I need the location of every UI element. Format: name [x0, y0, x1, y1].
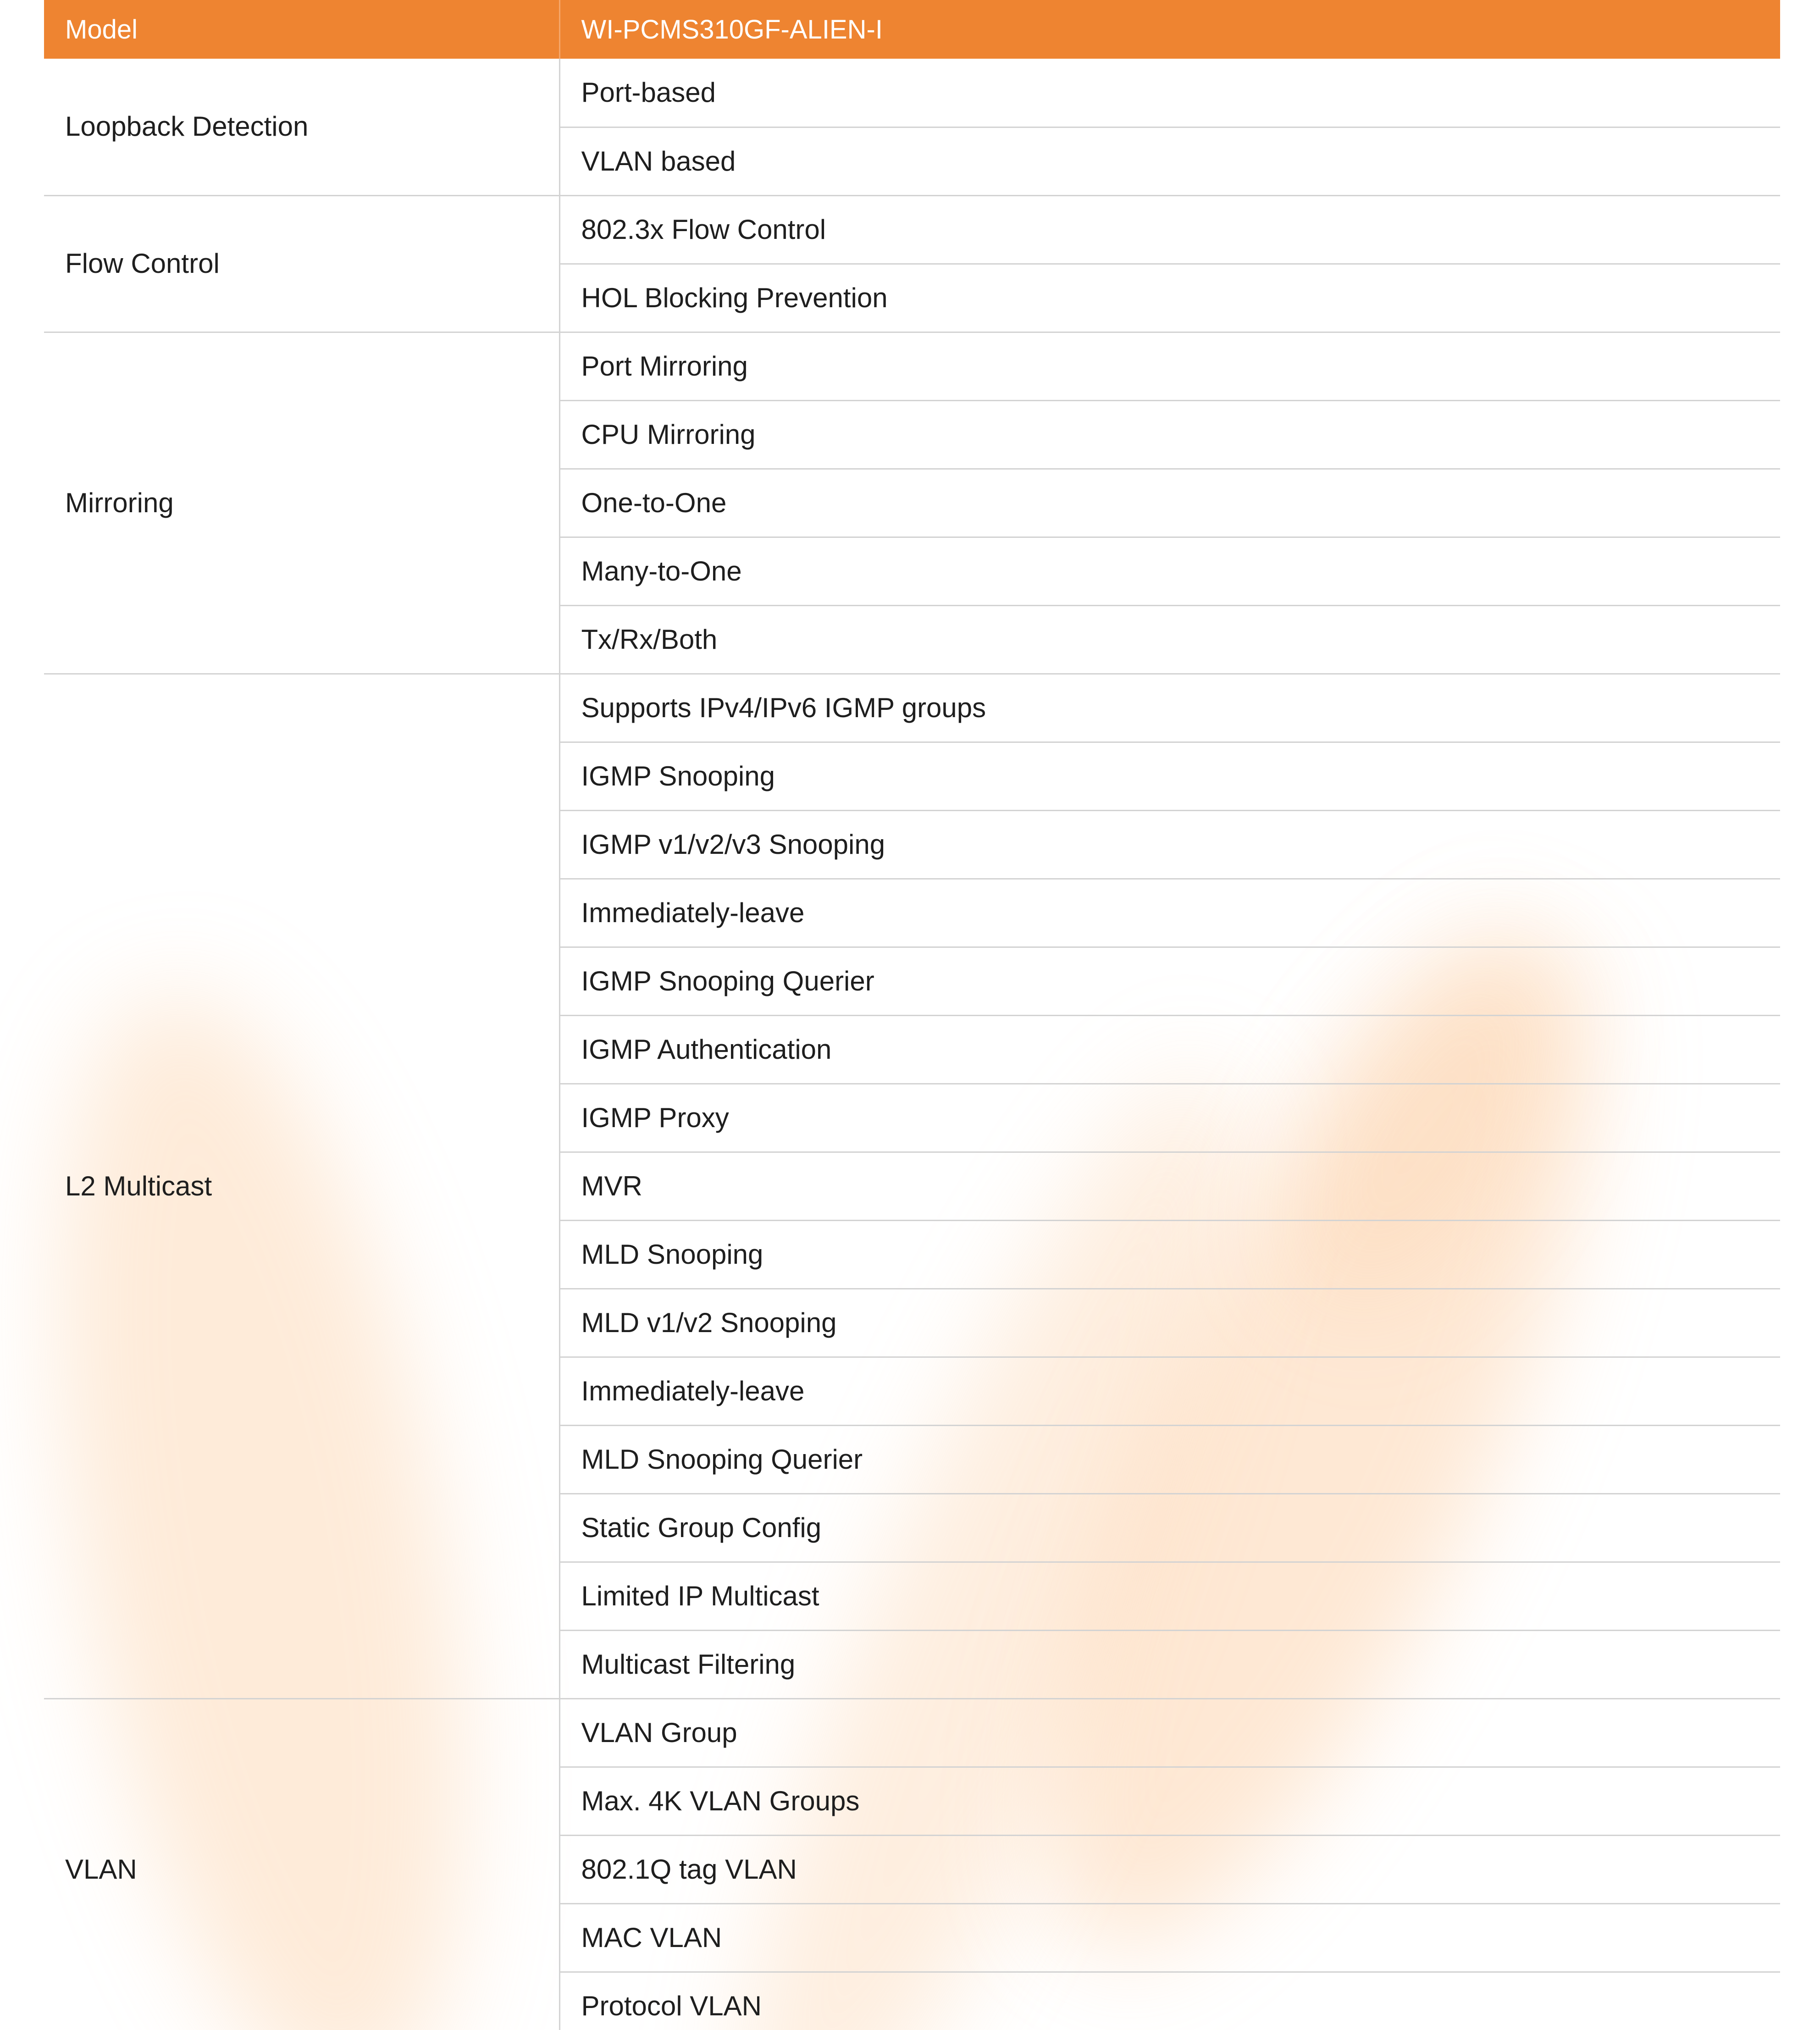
feature-value: MLD Snooping Querier [559, 1425, 1780, 1493]
feature-value: VLAN based [559, 127, 1780, 195]
feature-group-label: VLAN [44, 1698, 559, 2030]
feature-value: MVR [559, 1152, 1780, 1220]
table-row [44, 195, 1780, 264]
feature-value: Supports IPv4/IPv6 IGMP groups [559, 674, 1780, 742]
feature-value: Static Group Config [559, 1493, 1780, 1562]
feature-value: Tx/Rx/Both [559, 605, 1780, 674]
feature-value: MLD Snooping [559, 1220, 1780, 1289]
feature-value: Immediately-leave [559, 879, 1780, 947]
table-row [44, 332, 1780, 400]
feature-value: Limited IP Multicast [559, 1562, 1780, 1630]
feature-value: 802.3x Flow Control [559, 195, 1780, 264]
feature-value: IGMP Snooping [559, 742, 1780, 810]
header-model-label: Model [44, 0, 559, 59]
feature-group-label: Flow Control [44, 195, 559, 332]
feature-value: CPU Mirroring [559, 400, 1780, 469]
feature-value: VLAN Group [559, 1698, 1780, 1767]
feature-value: IGMP v1/v2/v3 Snooping [559, 810, 1780, 879]
feature-value: IGMP Snooping Querier [559, 947, 1780, 1015]
feature-value: MAC VLAN [559, 1903, 1780, 1972]
table-row [44, 1698, 1780, 1767]
feature-value: IGMP Authentication [559, 1015, 1780, 1084]
feature-value: 802.1Q tag VLAN [559, 1835, 1780, 1903]
feature-value: Protocol VLAN [581, 1991, 762, 2022]
table-header [44, 0, 1780, 59]
feature-group-label: L2 Multicast [44, 674, 559, 1698]
table-body [44, 59, 1780, 2030]
feature-group-label: Loopback Detection [44, 59, 559, 195]
feature-value: Port Mirroring [559, 332, 1780, 400]
feature-value: Multicast Filtering [559, 1630, 1780, 1698]
feature-group-label: Mirroring [44, 332, 559, 674]
table-row [44, 674, 1780, 742]
feature-value: Many-to-One [559, 537, 1780, 605]
feature-value: Port-based [559, 59, 1780, 127]
feature-value: IGMP Proxy [559, 1084, 1780, 1152]
header-row [44, 0, 1780, 59]
feature-value: HOL Blocking Prevention [559, 264, 1780, 332]
spec-table [44, 0, 1780, 2030]
feature-value: Max. 4K VLAN Groups [559, 1767, 1780, 1835]
feature-value: Immediately-leave [559, 1357, 1780, 1425]
header-model-value: WI-PCMS310GF-ALIEN-I [559, 0, 1780, 59]
table-row [44, 59, 1780, 127]
feature-value: One-to-One [559, 469, 1780, 537]
feature-value: MLD v1/v2 Snooping [559, 1289, 1780, 1357]
